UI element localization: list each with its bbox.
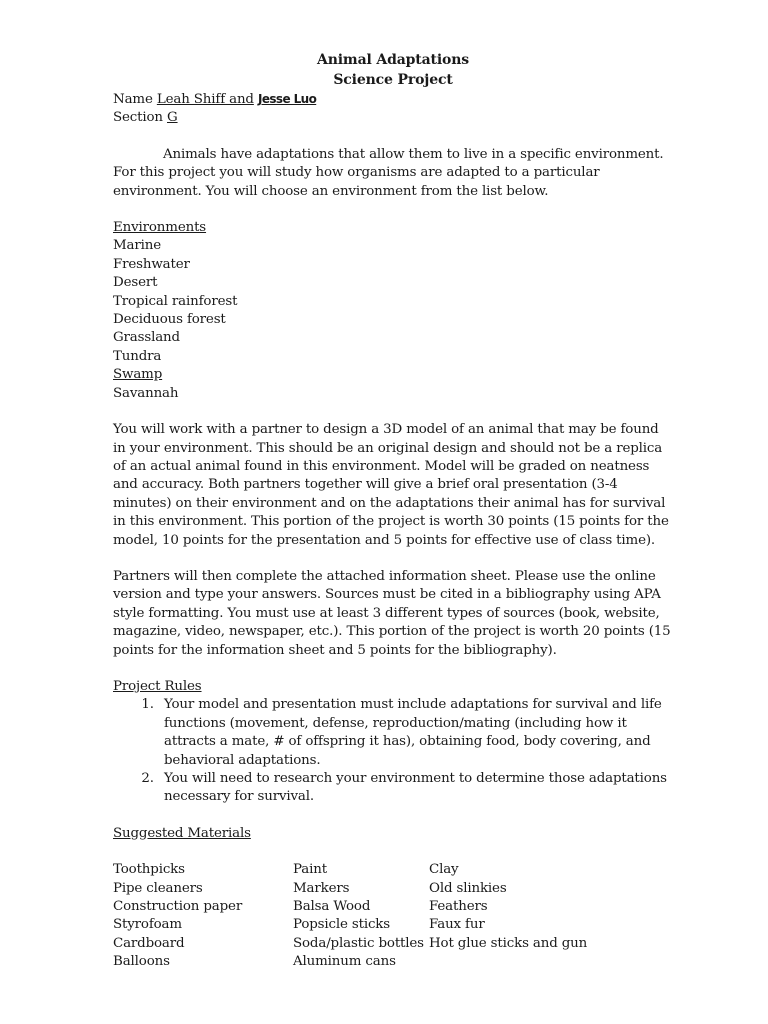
environments-heading: Environments (113, 220, 207, 236)
rule-item: 2. You will need to research your environment to determine those adaptations necessary for survival. (158, 770, 673, 807)
partner-signature: Jesse Luo (257, 92, 317, 106)
environment-item: Marine (113, 238, 162, 254)
material-item: Cardboard (113, 935, 185, 951)
environment-item: Grassland (113, 330, 180, 346)
document-subtitle: Science Project (333, 72, 453, 88)
model-paragraph: You will work with a partner to design a 3D model of an animal that may be found in your environment. This should be an original design and should not be a replica of an actual animal found in this environment. Model will be graded on neatness and accuracy. Both partners together will give a brief oral presentation (3-4 minutes) on their environment and on the adaptations their animal has for survival in this environment. This portion of the project is worth 30 points (15 points for the model, 10 points for the presentation and 5 points for effective use of class time). (113, 422, 669, 548)
section-line (113, 109, 673, 127)
materials-row (113, 880, 587, 898)
material-item: Hot glue sticks and gun (429, 935, 588, 951)
environment-item: Savannah (113, 385, 179, 401)
name-value: Leah Shiff and (156, 92, 254, 107)
materials-heading: Suggested Materials (113, 825, 251, 841)
intro-paragraph: Animals have adaptations that allow them to live in a specific environment. For this project you will study how organisms are adapted to a particular environment. You will choose an environment from the list below. (113, 146, 664, 199)
material-item: Styrofoam (113, 917, 182, 933)
environment-item: Freshwater (113, 256, 190, 272)
material-item: Markers (293, 880, 350, 896)
rules-heading: Project Rules (113, 678, 202, 694)
material-item: Feathers (429, 899, 488, 915)
environments-list (113, 237, 673, 403)
material-item: Paint (293, 862, 327, 878)
name-label: Name (113, 92, 153, 107)
document-body (113, 50, 673, 972)
material-item: Faux fur (429, 917, 485, 933)
environment-item: Desert (113, 275, 158, 291)
materials-row (113, 953, 587, 971)
materials-table (113, 861, 587, 971)
materials-row (113, 861, 587, 879)
material-item: Construction paper (113, 899, 243, 915)
material-item: Old slinkies (429, 880, 507, 896)
material-item (429, 953, 587, 971)
rules-list (113, 696, 673, 806)
environment-item: Tropical rainforest (113, 293, 238, 309)
material-item: Aluminum cans (293, 954, 396, 970)
section-value: G (167, 110, 178, 126)
document-title: Animal Adaptations (317, 52, 469, 68)
environment-item: Tundra (113, 348, 162, 364)
name-line (113, 90, 673, 109)
material-item: Clay (429, 862, 459, 878)
material-item: Pipe cleaners (113, 880, 203, 896)
info-paragraph: Partners will then complete the attached information sheet. Please use the online version and type your answers. Sources must be cited in a bibliography using APA style formatting. You must use at least 3 different types of sources (book, website, magazine, video, newspaper, etc.). This portion of the project is worth 20 points (15 points for the information sheet and 5 points for the bibliography). (113, 568, 671, 658)
rule-item: 1. Your model and presentation must include adaptations for survival and life functions (movement, defense, reproduction/mating (including how it attracts a mate, # of offspring it has), obtaining food, body covering, and behavioral adaptations. (158, 696, 673, 770)
materials-row (113, 935, 587, 953)
section-label: Section (113, 110, 163, 126)
materials-row (113, 898, 587, 916)
materials-row (113, 916, 587, 934)
environment-item: Swamp (113, 367, 163, 383)
material-item: Balsa Wood (293, 899, 371, 915)
material-item: Toothpicks (113, 862, 185, 878)
material-item: Soda/plastic bottles (293, 935, 424, 951)
material-item: Popsicle sticks (293, 917, 390, 933)
material-item: Balloons (113, 954, 170, 970)
environment-item: Deciduous forest (113, 312, 226, 328)
